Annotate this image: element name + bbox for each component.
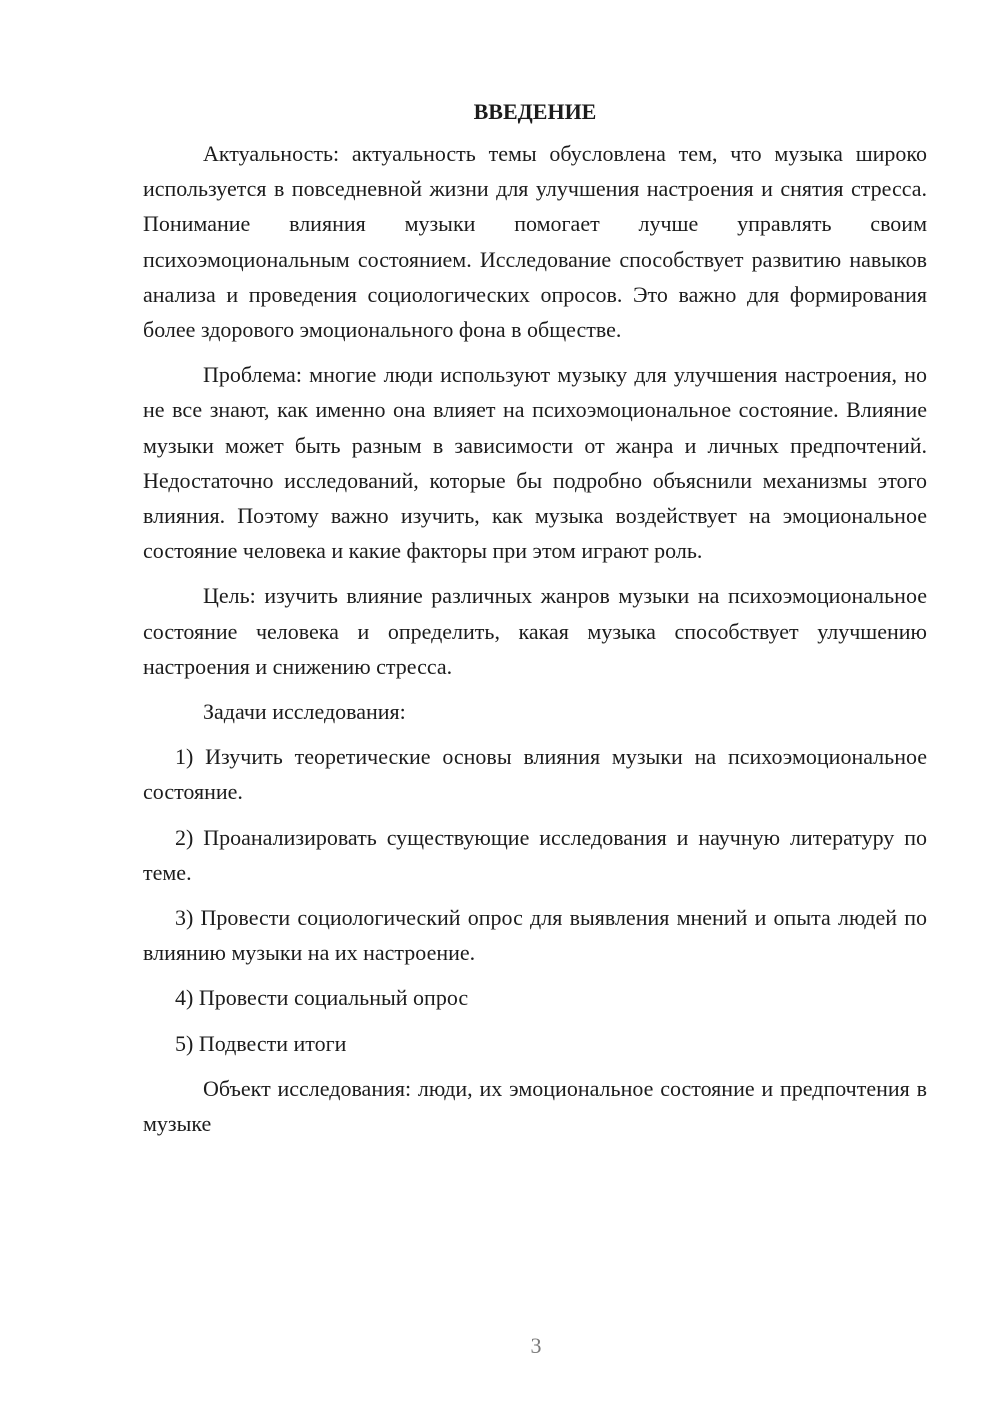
relevance-paragraph: Актуальность: актуальность темы обусловлена тем, что музыка широко используется в повседневной жизни для улучшения настроения и снятия стресса. Понимание влияния музыки помогает лучше управлять своим психоэмоциональным состоянием. Исследование способствует развитию навыков анализа и проведения социологических опросов. Это важно для формирования более здорового эмоционального фона в обществе.: [143, 141, 927, 343]
tasks-heading: Задачи исследования:: [203, 699, 406, 725]
problem-paragraph: Проблема: многие люди используют музыку для улучшения настроения, но не все знают, как именно она влияет на психоэмоциональное состояние. Влияние музыки может быть разным в зависимости от жанра и личных предпочтений. Недостаточно исследований, которые бы подробно объяснили механизмы этого влияния. Поэтому важно изучить, как музыка воздействует на эмоциональное состояние человека и какие факторы при этом играют роль.: [143, 362, 927, 564]
page-title: ВВЕДЕНИЕ: [473, 99, 597, 124]
task-item-4: 4) Провести социальный опрос: [175, 985, 469, 1011]
task-item-2: 2) Проанализировать существующие исследования и научную литературу по теме.: [143, 824, 927, 885]
goal-paragraph: Цель: изучить влияние различных жанров музыки на психоэмоциональное состояние человека и определить, какая музыка способствует улучшению настроения и снижению стресса.: [143, 583, 927, 679]
page-content: [143, 96, 927, 1151]
task-item-5: 5) Подвести итоги: [175, 1030, 347, 1056]
object-paragraph: Объект исследования: люди, их эмоциональное состояние и предпочтения в музыке: [143, 1075, 927, 1137]
task-item-3: 3) Провести социологический опрос для выявления мнений и опыта людей по влиянию музыки на их настроение.: [143, 905, 927, 966]
page-number: 3: [530, 1333, 542, 1358]
task-item-1: 1) Изучить теоретические основы влияния музыки на психоэмоциональное состояние.: [143, 744, 927, 805]
